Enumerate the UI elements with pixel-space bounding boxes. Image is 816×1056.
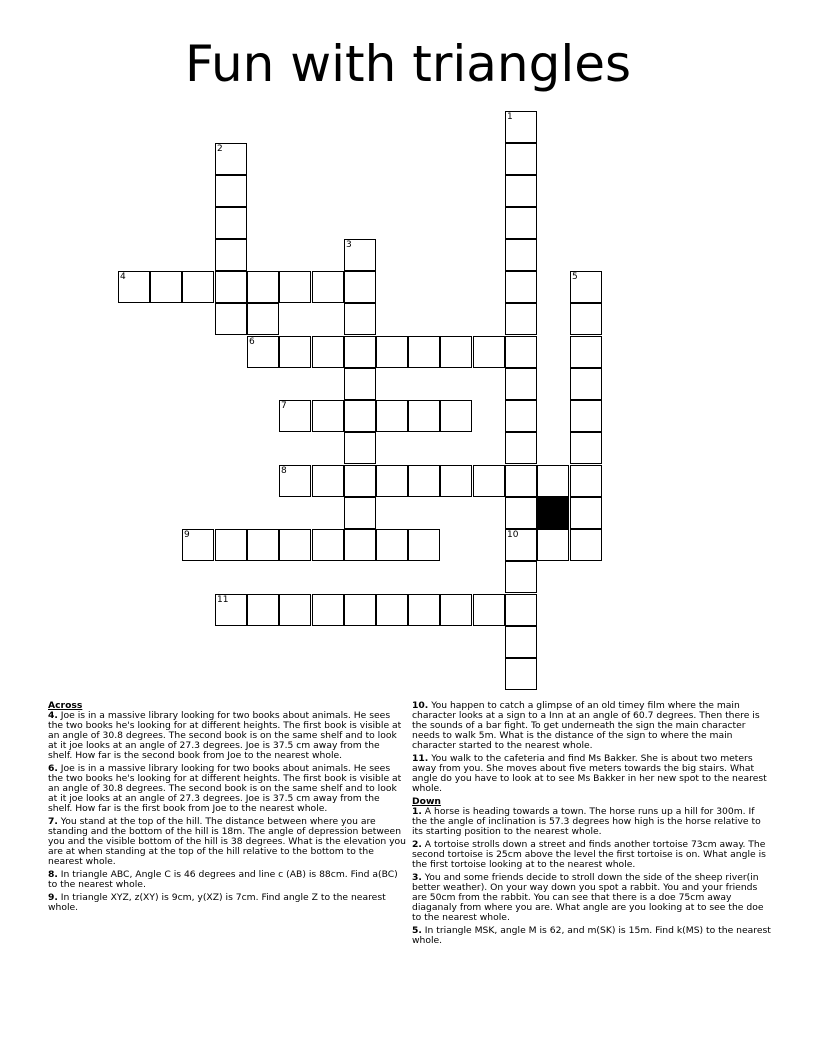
clue-item-number: 2. xyxy=(412,839,422,850)
grid-cell[interactable] xyxy=(505,336,537,368)
grid-cell[interactable] xyxy=(312,336,344,368)
grid-cell[interactable] xyxy=(215,303,247,335)
grid-cell[interactable] xyxy=(376,529,408,561)
grid-cell[interactable] xyxy=(505,175,537,207)
clue-number: 4 xyxy=(120,272,126,282)
clue-item xyxy=(48,764,406,814)
grid-cell[interactable] xyxy=(344,271,376,303)
clue-number: 3 xyxy=(346,240,352,250)
clue-item-number: 6. xyxy=(48,763,58,774)
clue-number: 2 xyxy=(217,144,223,154)
clue-item xyxy=(412,807,772,837)
grid-cell[interactable] xyxy=(408,465,440,497)
grid-cell[interactable] xyxy=(505,626,537,658)
clue-item-number: 9. xyxy=(48,892,58,903)
grid-cell[interactable] xyxy=(440,336,472,368)
grid-cell[interactable] xyxy=(505,271,537,303)
grid-cell[interactable] xyxy=(570,400,602,432)
grid-cell[interactable] xyxy=(570,368,602,400)
grid-cell[interactable] xyxy=(570,529,602,561)
clue-item-number: 10. xyxy=(412,700,429,711)
clue-item xyxy=(48,893,406,913)
clue-item-text: A horse is heading towards a town. The horse runs up a hill for 300m. If the the angle of inclination is 57.3 degrees how high is the horse relative to its starting position to the nearest whole. xyxy=(412,806,761,837)
grid-cell[interactable] xyxy=(279,336,311,368)
clue-item-text: You walk to the cafeteria and find Ms Bakker. She is about two meters away from you. She moves about five meters towards the big stairs. What angle do you have to look at to see Ms Bakker in her new spot to the nearest whole. xyxy=(412,753,767,794)
clue-number: 5 xyxy=(572,272,578,282)
black-cell xyxy=(537,497,569,529)
grid-cell[interactable] xyxy=(344,497,376,529)
clue-item-text: You happen to catch a glimpse of an old timey film where the main character looks at a sign to a Inn at an angle of 60.7 degrees. Then there is the sounds of a bar fight. To get underneath the sign the main character needs to walk 5m. What is the distance of the sign to where the main character started to the nearest whole. xyxy=(412,700,760,751)
grid-cell[interactable] xyxy=(505,432,537,464)
clue-item-text: Joe is in a massive library looking for two books about animals. He sees the two books he's looking for at different heights. The first book is visible at an angle of 30.8 degrees. The second book is on the same shelf and to look at it joe looks at an angle of 27.3 degrees. Joe is 37.5 cm away from the shelf. How far is the second book from Joe to the nearest whole. xyxy=(48,710,402,761)
clue-number: 6 xyxy=(249,337,255,347)
clue-item xyxy=(412,926,772,946)
grid-cell[interactable] xyxy=(505,594,537,626)
grid-cell[interactable] xyxy=(215,207,247,239)
grid-cell[interactable] xyxy=(408,400,440,432)
clue-item-text: In triangle MSK, angle M is 62, and m(SK) is 15m. Find k(MS) to the nearest whole. xyxy=(412,925,771,946)
grid-cell[interactable] xyxy=(247,303,279,335)
grid-cell[interactable] xyxy=(440,400,472,432)
clue-item xyxy=(48,711,406,761)
grid-cell[interactable] xyxy=(344,594,376,626)
grid-cell[interactable] xyxy=(473,594,505,626)
clue-item-number: 3. xyxy=(412,872,422,883)
grid-cell[interactable] xyxy=(312,529,344,561)
grid-cell[interactable] xyxy=(570,303,602,335)
grid-cell[interactable] xyxy=(505,561,537,593)
grid-cell[interactable] xyxy=(570,497,602,529)
page-title: Fun with triangles xyxy=(184,35,632,93)
clue-item-text: In triangle ABC, Angle C is 46 degrees and line c (AB) is 88cm. Find a(BC) to the nearest whole. xyxy=(48,869,398,890)
clue-item xyxy=(412,754,772,794)
clue-item xyxy=(412,701,772,751)
grid-cell[interactable] xyxy=(344,465,376,497)
grid-cell[interactable] xyxy=(215,529,247,561)
grid-cell[interactable] xyxy=(408,336,440,368)
grid-cell[interactable] xyxy=(473,465,505,497)
clue-number: 8 xyxy=(281,466,287,476)
grid-cell[interactable] xyxy=(505,497,537,529)
down-clue-list xyxy=(412,807,772,946)
grid-cell[interactable] xyxy=(312,465,344,497)
clue-item-number: 11. xyxy=(412,753,429,764)
grid-cell[interactable] xyxy=(279,529,311,561)
across-heading: Across xyxy=(48,700,83,711)
grid-cell[interactable] xyxy=(312,400,344,432)
grid-cell[interactable] xyxy=(215,271,247,303)
clue-item xyxy=(412,840,772,870)
grid-cell[interactable] xyxy=(505,368,537,400)
grid-cell[interactable] xyxy=(505,658,537,690)
grid-cell[interactable] xyxy=(344,336,376,368)
clue-item-number: 8. xyxy=(48,869,58,880)
clue-item-number: 5. xyxy=(412,925,422,936)
grid-cell[interactable] xyxy=(215,239,247,271)
clue-item xyxy=(48,817,406,867)
grid-cell[interactable] xyxy=(376,594,408,626)
clue-item-text: Joe is in a massive library looking for two books about animals. He sees the two books he's looking for at different heights. The first book is visible at an angle of 30.8 degrees. The second book is on the same shelf and to look at it joe looks at an angle of 27.3 degrees. Joe is 37.5 cm away from the shelf. How far is the first book from Joe to the nearest whole. xyxy=(48,763,402,814)
clue-number: 7 xyxy=(281,401,287,411)
grid-cell[interactable] xyxy=(440,594,472,626)
clues-left-column xyxy=(48,701,406,916)
clue-item-number: 7. xyxy=(48,816,58,827)
clue-item-text: A tortoise strolls down a street and finds another tortoise 73cm away. The second tortoise is 25cm above the level the first tortoise is on. What angle is the first tortoise looking at to the nearest whole. xyxy=(412,839,766,870)
grid-cell[interactable] xyxy=(312,271,344,303)
grid-cell[interactable] xyxy=(247,271,279,303)
clue-item-text: In triangle XYZ, z(XY) is 9cm, y(XZ) is 7cm. Find angle Z to the nearest whole. xyxy=(48,892,386,913)
down-heading: Down xyxy=(412,796,441,807)
grid-cell[interactable] xyxy=(408,594,440,626)
grid-cell[interactable] xyxy=(344,368,376,400)
grid-cell[interactable] xyxy=(505,400,537,432)
grid-cell[interactable] xyxy=(440,465,472,497)
clues-right-column xyxy=(412,701,772,949)
clue-item-number: 1. xyxy=(412,806,422,817)
grid-cell[interactable] xyxy=(344,432,376,464)
grid-cell[interactable] xyxy=(505,207,537,239)
grid-cell[interactable] xyxy=(505,303,537,335)
grid-cell[interactable] xyxy=(247,529,279,561)
across-clue-list-continued xyxy=(412,701,772,794)
grid-cell[interactable] xyxy=(505,143,537,175)
grid-cell[interactable] xyxy=(150,271,182,303)
across-clue-list xyxy=(48,711,406,913)
clue-number: 10 xyxy=(507,530,519,540)
grid-cell[interactable] xyxy=(376,465,408,497)
grid-cell[interactable] xyxy=(570,336,602,368)
grid-cell[interactable] xyxy=(344,400,376,432)
grid-cell[interactable] xyxy=(279,271,311,303)
grid-cell[interactable] xyxy=(215,175,247,207)
grid-cell[interactable] xyxy=(570,465,602,497)
grid-cell[interactable] xyxy=(247,594,279,626)
clue-item-text: You and some friends decide to stroll down the side of the sheep river(in better weather). On your way down you spot a rabbit. You and your friends are 50cm from the rabbit. You can see that there is a doe 75cm away diaganaly from where you are. What angle are you looking at to see the doe to the nearest whole. xyxy=(412,872,764,923)
clue-number: 11 xyxy=(217,595,229,605)
grid-cell[interactable] xyxy=(182,271,214,303)
grid-cell[interactable] xyxy=(505,239,537,271)
grid-cell[interactable] xyxy=(537,529,569,561)
grid-cell[interactable] xyxy=(376,400,408,432)
grid-cell[interactable] xyxy=(344,529,376,561)
grid-cell[interactable] xyxy=(344,303,376,335)
grid-cell[interactable] xyxy=(279,594,311,626)
grid-cell[interactable] xyxy=(570,432,602,464)
clue-item xyxy=(48,870,406,890)
clue-item-number: 4. xyxy=(48,710,58,721)
clue-item-text: You stand at the top of the hill. The distance between where you are standing and the bottom of the hill is 18m. The angle of depression between you and the visible bottom of the hill is 38 degrees. What is the elevation you are at when standing at the top of the hill relative to the bottom to the nearest whole. xyxy=(48,816,406,867)
grid-cell[interactable] xyxy=(376,336,408,368)
clue-number: 9 xyxy=(184,530,190,540)
grid-cell[interactable] xyxy=(505,465,537,497)
grid-cell[interactable] xyxy=(408,529,440,561)
grid-cell[interactable] xyxy=(537,465,569,497)
clue-number: 1 xyxy=(507,112,513,122)
grid-cell[interactable] xyxy=(312,594,344,626)
clue-item xyxy=(412,873,772,923)
grid-cell[interactable] xyxy=(473,336,505,368)
